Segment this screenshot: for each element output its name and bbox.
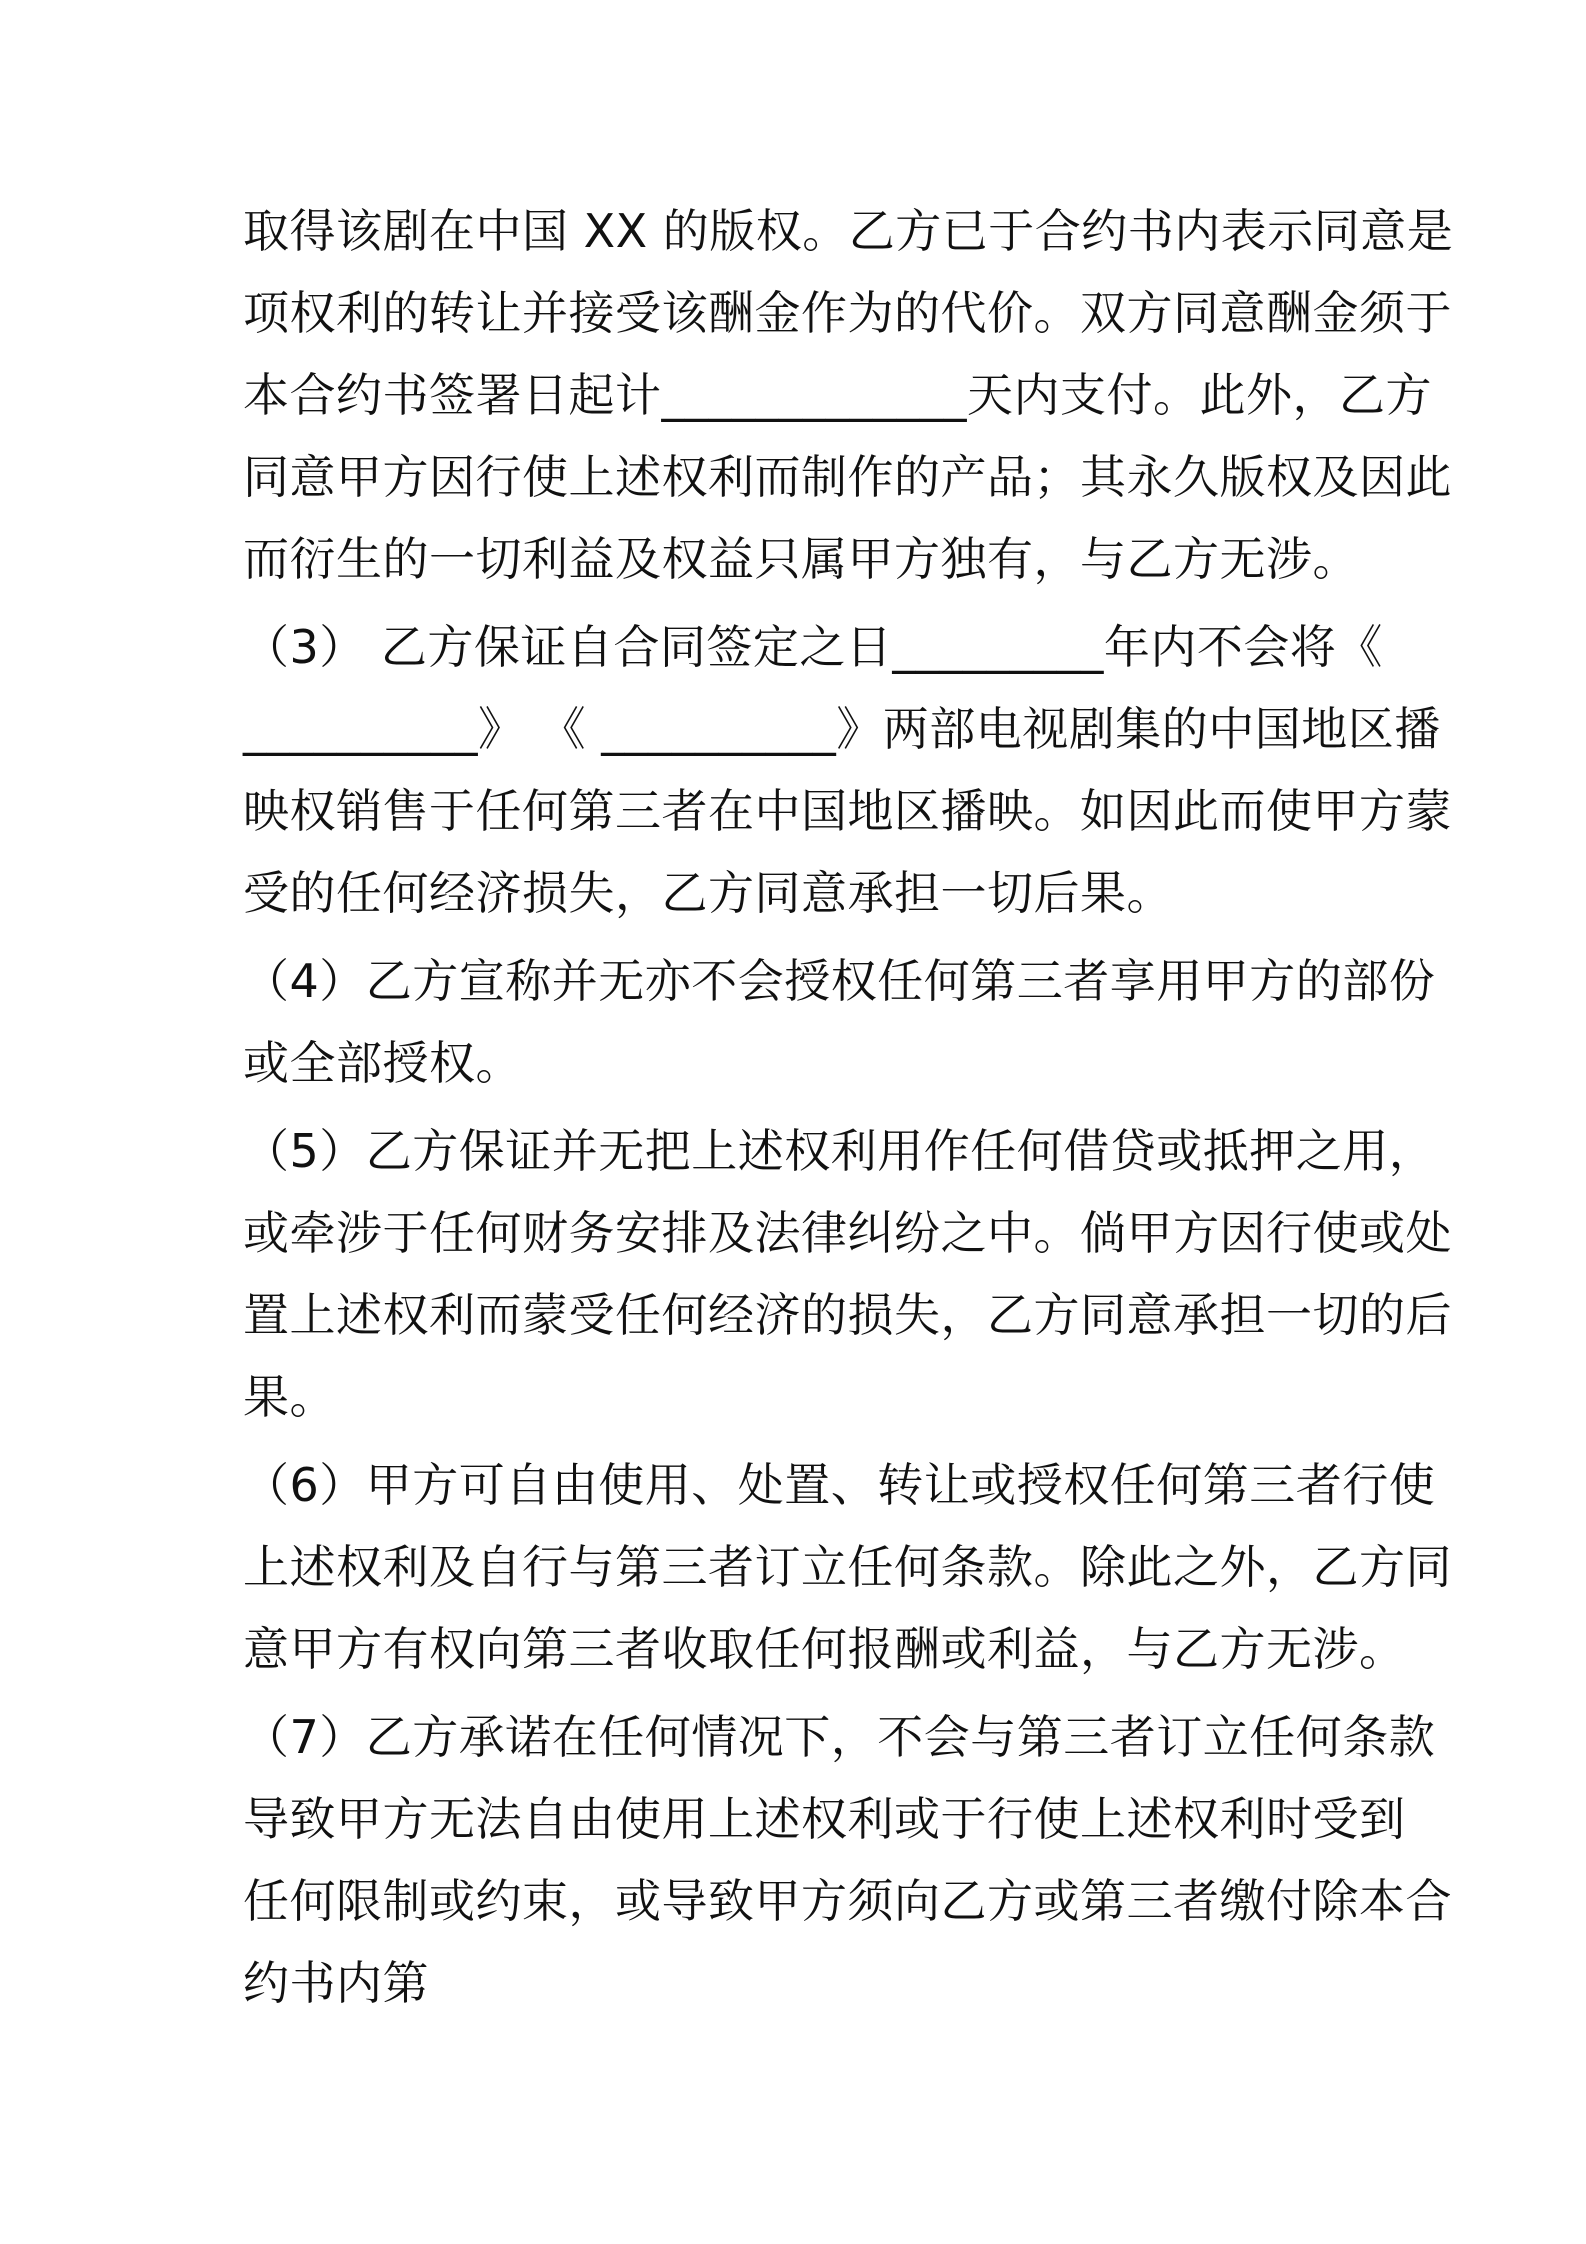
text-line: __________》 《 __________》两部电视剧集的中国地区播 [243,702,1441,756]
text-line: （6）甲方可自由使用、处置、转让或授权任何第三者行使 [243,1458,1436,1512]
text-line: 果。 [243,1370,336,1424]
text-line: 项权利的转让并接受该酬金作为的代价。双方同意酬金须于 [243,286,1452,340]
text-line: 或牵涉于任何财务安排及法律纠纷之中。倘甲方因行使或处 [243,1206,1452,1260]
text-line: （7）乙方承诺在任何情况下，不会与第三者订立任何条款 [243,1710,1436,1764]
text-line: 意甲方有权向第三者收取任何报酬或利益，与乙方无涉。 [243,1622,1406,1676]
text-line: 上述权利及自行与第三者订立任何条款。除此之外，乙方同 [243,1540,1452,1594]
text-line: 本合约书签署日起计_____________天内支付。此外，乙方 [243,368,1432,422]
text-line: （5）乙方保证并无把上述权利用作任何借贷或抵押之用， [243,1124,1436,1178]
text-line: 置上述权利而蒙受任何经济的损失，乙方同意承担一切的后 [243,1288,1452,1342]
text-line: 或全部授权。 [243,1036,522,1090]
text-line: （4）乙方宣称并无亦不会授权任何第三者享用甲方的部份 [243,954,1436,1008]
text-line: （3） 乙方保证自合同签定之日_________年内不会将《 [243,620,1383,674]
text-line: 约书内第 [243,1956,429,2010]
text-line: 同意甲方因行使上述权利而制作的产品；其永久版权及因此 [243,450,1452,504]
text-line: 任何限制或约束，或导致甲方须向乙方或第三者缴付除本合 [243,1874,1452,1928]
text-line: 而衍生的一切利益及权益只属甲方独有，与乙方无涉。 [243,532,1359,586]
text-line: 取得该剧在中国 XX 的版权。乙方已于合约书内表示同意是 [243,204,1454,258]
text-line: 导致甲方无法自由使用上述权利或于行使上述权利时受到 [243,1792,1406,1846]
text-line: 映权销售于任何第三者在中国地区播映。如因此而使甲方蒙 [243,784,1452,838]
text-line: 受的任何经济损失，乙方同意承担一切后果。 [243,866,1173,920]
